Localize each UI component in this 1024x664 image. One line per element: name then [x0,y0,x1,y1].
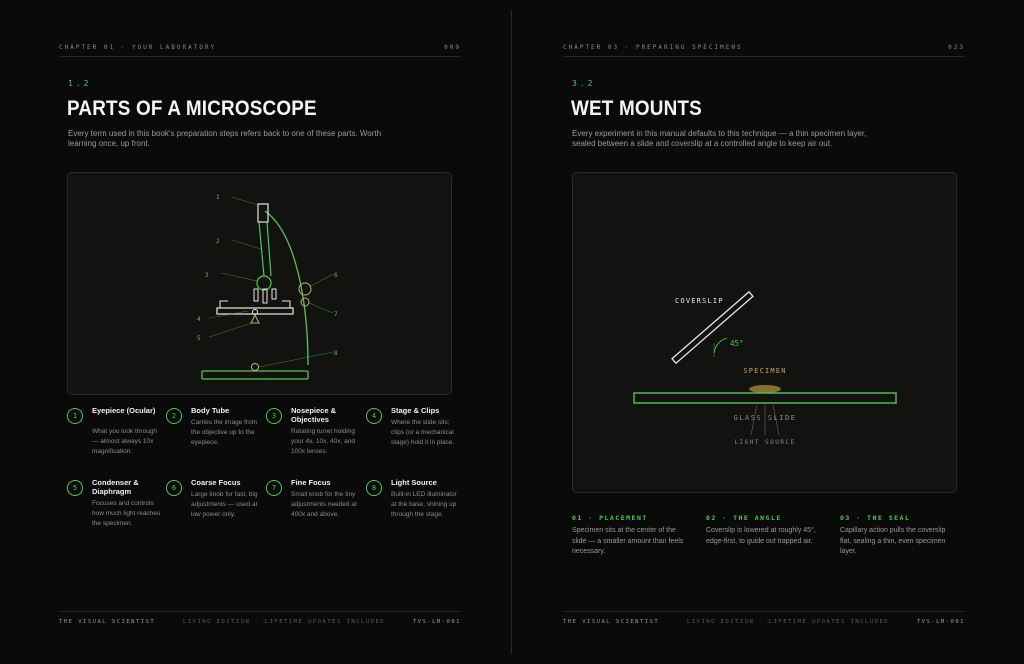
part-description: Built-in LED illuminator at the base, shining up through the stage. [391,491,457,518]
part-title: Nosepiece & Objectives [291,406,337,424]
objective-lens-1 [254,289,258,301]
step-description: Coverslip is lowered at roughly 45°, edge-first, to guide out trapped air. [706,527,816,545]
footer-brand: THE VISUAL SCIENTIST [59,619,156,625]
part-description: Rotating turret holding your 4x, 10x, 40x, and 100x lenses. [291,428,355,455]
fine-focus-knob [301,298,309,306]
footer-code: TVS-LM-001 [916,619,965,625]
part-description: Large knob for fast, big adjustments — used at low power only. [191,491,258,518]
part-number-badge: 8 [366,480,382,496]
wet-mount-diagram [572,172,957,493]
step-seal [840,514,955,558]
section-number: 3.2 [572,79,596,88]
part-title: Stage & Clips [391,406,440,415]
wet-mount-illustration [573,173,958,494]
part-description: Where the slide sits; clips (or a mechanical stage) hold it in place. [391,419,455,446]
nosepiece-shape [257,276,271,290]
condenser-shape [251,315,259,323]
stage-clips-shape [220,301,290,308]
callout-7: 7 [334,311,338,318]
page-lede: Every term used in this book's preparation steps refers back to one of these parts. Worth learning once, up front. [68,129,382,148]
page-title: PARTS OF A MICROSCOPE [67,97,317,120]
part-number-badge: 5 [67,480,83,496]
objective-lens-2 [263,289,267,303]
coarse-focus-knob [299,283,311,295]
part-title: Body Tube [191,406,230,415]
running-head [563,44,965,57]
part-number-badge: 4 [366,408,382,424]
callout-4: 4 [197,316,201,323]
part-title: Condenser & Diaphragm [92,478,139,496]
eyepiece-shape [258,204,268,222]
specimen-label: SPECIMEN [743,367,787,375]
step-placement [572,514,687,558]
part-number-badge: 6 [166,480,182,496]
light-source-label: LIGHT SOURCE [734,439,796,446]
microscope-illustration [68,173,453,396]
part-title: Coarse Focus [191,478,241,487]
part-description: Carries the image from the objective up to the eyepiece. [191,419,258,446]
microscope-diagram [67,172,452,395]
callout-3: 3 [205,272,209,279]
microscope-arm [265,211,308,365]
step-label: 01 · PLACEMENT [572,514,648,522]
footer-code: TVS-LM-001 [412,619,461,625]
part-number-badge: 7 [266,480,282,496]
part-title: Fine Focus [291,478,331,487]
part-number-badge: 2 [166,408,182,424]
part-description: Focuses and controls how much light reaches the specimen. [92,500,161,527]
page-title: WET MOUNTS [571,97,702,120]
callout-1: 1 [216,194,220,201]
step-description: Capillary action pulls the coverslip flat, sealing a thin, even specimen layer. [840,527,946,555]
angle-label: 45° [730,339,744,348]
section-number: 1.2 [68,79,92,88]
part-number-badge: 3 [266,408,282,424]
footer-edition: LIVING EDITION · LIFETIME UPDATES INCLUDED [687,619,890,625]
step-label: 03 · THE SEAL [840,514,911,522]
part-description: What you look through — almost always 10x magnification. [92,428,158,455]
right-page [512,0,1024,664]
page-footer [563,611,965,625]
part-title: Eyepiece (Ocular) [92,406,156,415]
light-source-shape [252,364,259,371]
part-title: Light Source [391,478,437,487]
callout-5: 5 [197,335,201,342]
glass-slide-label: GLASS SLIDE [733,414,797,422]
page-footer [59,611,461,625]
specimen-shape [749,385,781,393]
step-angle [706,514,821,547]
step-label: 02 · THE ANGLE [706,514,782,522]
glass-slide-shape [634,393,896,403]
step-description: Specimen sits at the center of the slide — a smaller amount than feels necessary. [572,527,684,555]
footer-edition: LIVING EDITION · LIFETIME UPDATES INCLUDED [183,619,386,625]
angle-arc [714,338,727,353]
stage-shape [217,308,293,314]
objective-lens-3 [272,289,276,299]
part-description: Small knob for the tiny adjustments needed at 400x and above. [291,491,357,518]
part-number-badge: 1 [67,408,83,424]
running-head [59,44,461,57]
callout-2: 2 [216,238,220,245]
chapter-label: CHAPTER 01 · YOUR LABORATORY [59,44,217,51]
chapter-label: CHAPTER 03 · PREPARING SPECIMENS [563,44,743,51]
page-lede: Every experiment in this manual defaults to this technique — a thin specimen layer, sealed between a slide and coverslip at a controlled angle to keep air out. [572,129,867,148]
page-number: 009 [444,44,461,51]
callout-6: 6 [334,272,338,279]
callout-8: 8 [334,350,338,357]
footer-brand: THE VISUAL SCIENTIST [563,619,660,625]
page-number: 023 [948,44,965,51]
microscope-base [202,371,308,379]
coverslip-label: COVERSLIP [675,297,724,305]
